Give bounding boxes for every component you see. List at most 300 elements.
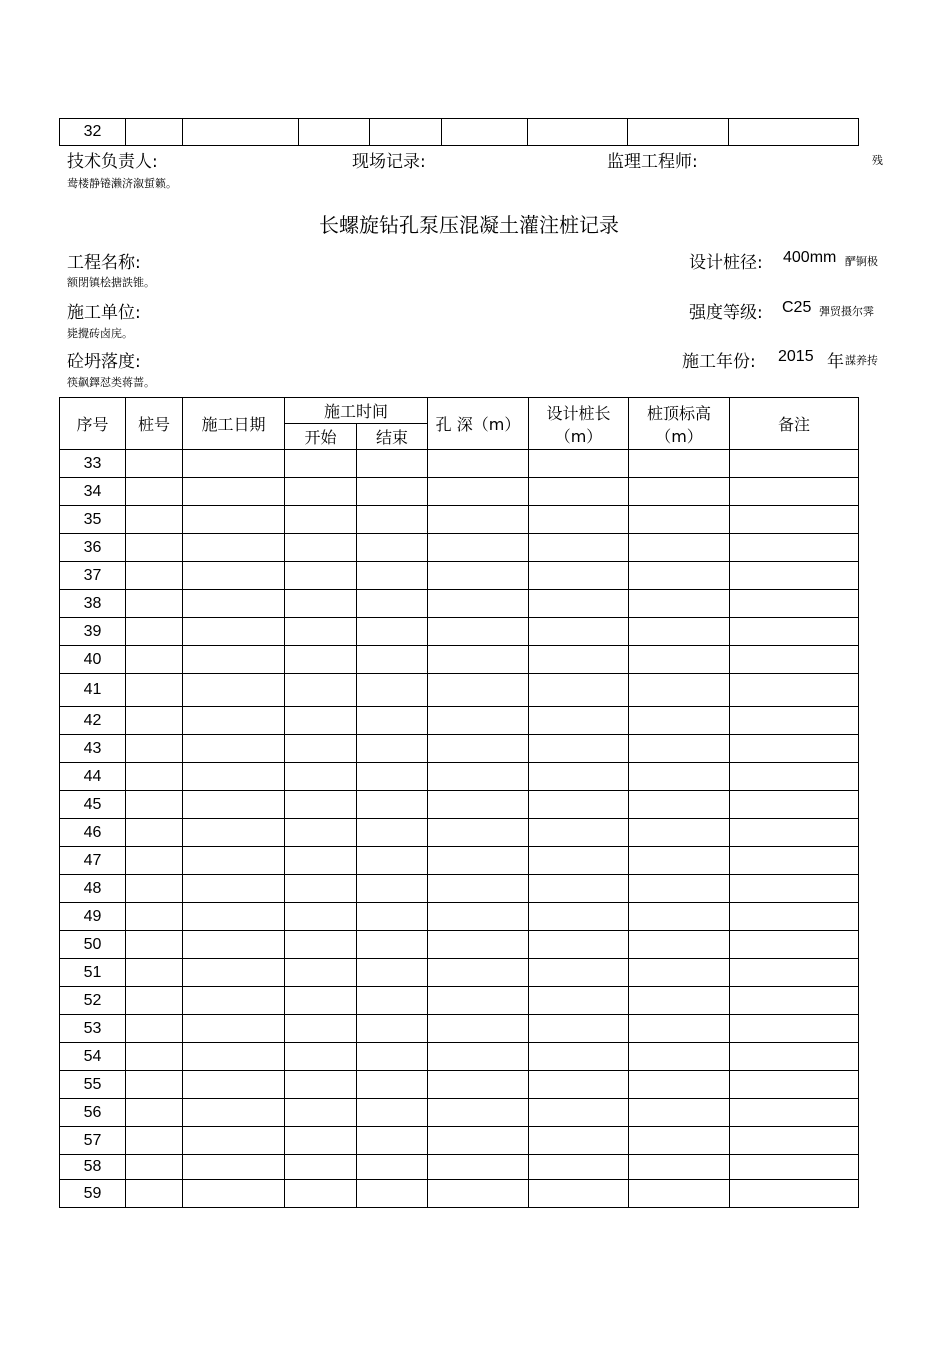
cell xyxy=(428,1043,529,1071)
cell xyxy=(126,987,183,1015)
cell xyxy=(629,534,730,562)
table-row xyxy=(60,1015,859,1043)
table-row xyxy=(60,1180,859,1208)
cell xyxy=(183,478,285,506)
cell xyxy=(183,987,285,1015)
cell xyxy=(428,562,529,590)
table-row xyxy=(60,1155,859,1180)
cell xyxy=(357,1015,428,1043)
cell xyxy=(285,590,357,618)
cell xyxy=(357,763,428,791)
cell xyxy=(529,847,629,875)
cell xyxy=(428,875,529,903)
cell xyxy=(357,1127,428,1155)
cell xyxy=(357,478,428,506)
table-row xyxy=(60,534,859,562)
prev-table xyxy=(59,118,859,146)
cell xyxy=(629,1015,730,1043)
cell xyxy=(126,590,183,618)
cell xyxy=(428,674,529,707)
project-name-label: 工程名称: xyxy=(67,253,141,273)
cell xyxy=(126,1015,183,1043)
pile-record-table xyxy=(59,397,859,1208)
cell xyxy=(629,819,730,847)
cell xyxy=(126,506,183,534)
cell xyxy=(629,674,730,707)
cell xyxy=(126,875,183,903)
noise-text: 鸯楼静锩濑济溆蜇籁。 xyxy=(67,177,177,190)
cell xyxy=(629,875,730,903)
table-row xyxy=(60,959,859,987)
table-row xyxy=(60,903,859,931)
cell xyxy=(126,562,183,590)
year-suffix: 年 xyxy=(827,352,844,372)
cell xyxy=(126,119,183,146)
cell xyxy=(299,119,370,146)
header-end: 结束 xyxy=(357,424,428,450)
row-number: 51 xyxy=(60,959,126,987)
cell xyxy=(529,1180,629,1208)
noise-text: 筷飙鐸怼类蒋蔷。 xyxy=(67,376,155,389)
cell xyxy=(428,1155,529,1180)
row-number: 41 xyxy=(60,674,126,707)
cell xyxy=(629,735,730,763)
cell xyxy=(183,903,285,931)
page-mark: 残 xyxy=(872,154,883,167)
cell xyxy=(629,931,730,959)
cell xyxy=(629,959,730,987)
header-date: 施工日期 xyxy=(183,398,285,450)
cell xyxy=(730,646,859,674)
cell xyxy=(629,791,730,819)
cell xyxy=(285,1180,357,1208)
cell xyxy=(428,1180,529,1208)
cell xyxy=(285,735,357,763)
cell xyxy=(629,478,730,506)
cell xyxy=(126,931,183,959)
cell xyxy=(629,506,730,534)
row-number: 35 xyxy=(60,506,126,534)
cell xyxy=(183,875,285,903)
cell xyxy=(357,1043,428,1071)
cell xyxy=(428,903,529,931)
row-number: 53 xyxy=(60,1015,126,1043)
cell xyxy=(629,903,730,931)
cell xyxy=(730,478,859,506)
cell xyxy=(357,791,428,819)
cell xyxy=(357,506,428,534)
cell xyxy=(730,1155,859,1180)
cell xyxy=(529,674,629,707)
cell xyxy=(730,875,859,903)
cell xyxy=(428,931,529,959)
cell xyxy=(730,819,859,847)
header-pile-no: 桩号 xyxy=(126,398,183,450)
cell xyxy=(529,819,629,847)
cell xyxy=(370,119,442,146)
cell xyxy=(126,707,183,735)
cell xyxy=(183,618,285,646)
cell xyxy=(629,1071,730,1099)
cell xyxy=(183,735,285,763)
cell xyxy=(730,1043,859,1071)
cell xyxy=(730,707,859,735)
table-row xyxy=(60,819,859,847)
header-depth: 孔 深（m） xyxy=(428,398,529,450)
cell xyxy=(730,618,859,646)
cell xyxy=(730,847,859,875)
cell xyxy=(529,959,629,987)
table-row xyxy=(60,987,859,1015)
header-top-elevation xyxy=(629,398,730,450)
cell xyxy=(357,534,428,562)
cell xyxy=(730,506,859,534)
noise-text: 毙攪砖卤庑。 xyxy=(67,327,133,340)
cell xyxy=(126,1127,183,1155)
cell xyxy=(442,119,528,146)
cell xyxy=(126,819,183,847)
cell xyxy=(357,735,428,763)
cell xyxy=(730,590,859,618)
row-number: 56 xyxy=(60,1099,126,1127)
header-top-elevation-line2: （m） xyxy=(655,426,703,446)
cell xyxy=(357,618,428,646)
cell xyxy=(428,763,529,791)
cell xyxy=(628,119,729,146)
cell xyxy=(183,674,285,707)
row-number: 47 xyxy=(60,847,126,875)
table-row xyxy=(60,763,859,791)
construction-year-label: 施工年份: xyxy=(682,352,756,372)
cell xyxy=(428,618,529,646)
cell xyxy=(285,931,357,959)
table-row xyxy=(60,791,859,819)
design-diameter-label: 设计桩径: xyxy=(689,253,763,273)
cell xyxy=(126,1099,183,1127)
header-design-length-line2: （m） xyxy=(554,426,603,446)
row-number: 38 xyxy=(60,590,126,618)
row-number: 50 xyxy=(60,931,126,959)
header-remark: 备注 xyxy=(730,398,859,450)
cell xyxy=(629,847,730,875)
cell xyxy=(629,450,730,478)
cell xyxy=(183,562,285,590)
cell xyxy=(285,562,357,590)
design-diameter-value: 400mm xyxy=(783,249,837,266)
cell xyxy=(285,847,357,875)
cell xyxy=(428,646,529,674)
cell xyxy=(126,1071,183,1099)
cell xyxy=(629,562,730,590)
cell xyxy=(285,1099,357,1127)
cell xyxy=(183,763,285,791)
cell xyxy=(629,707,730,735)
cell xyxy=(730,959,859,987)
cell xyxy=(183,1071,285,1099)
row-number: 40 xyxy=(60,646,126,674)
cell xyxy=(285,763,357,791)
row-number: 42 xyxy=(60,707,126,735)
cell xyxy=(730,450,859,478)
cell xyxy=(183,450,285,478)
cell xyxy=(126,674,183,707)
cell xyxy=(629,1127,730,1155)
cell xyxy=(428,1099,529,1127)
cell xyxy=(357,590,428,618)
cell xyxy=(529,987,629,1015)
cell xyxy=(285,959,357,987)
cell xyxy=(357,646,428,674)
table-row xyxy=(60,478,859,506)
cell xyxy=(529,735,629,763)
cell xyxy=(629,1155,730,1180)
cell xyxy=(730,1180,859,1208)
strength-grade-label: 强度等级: xyxy=(689,303,763,323)
cell xyxy=(629,987,730,1015)
cell xyxy=(529,1099,629,1127)
supervisor-label: 监理工程师: xyxy=(607,152,698,172)
cell xyxy=(529,875,629,903)
cell xyxy=(183,119,299,146)
row-number: 32 xyxy=(60,119,126,146)
cell xyxy=(629,1043,730,1071)
slump-label: 砼坍落度: xyxy=(67,352,141,372)
cell xyxy=(529,450,629,478)
cell xyxy=(285,875,357,903)
cell xyxy=(126,959,183,987)
cell xyxy=(357,1155,428,1180)
row-number: 49 xyxy=(60,903,126,931)
cell xyxy=(730,1015,859,1043)
site-recorder-label: 现场记录: xyxy=(352,152,426,172)
table-row xyxy=(60,1099,859,1127)
row-number: 34 xyxy=(60,478,126,506)
cell xyxy=(126,1180,183,1208)
cell xyxy=(529,590,629,618)
cell xyxy=(126,1155,183,1180)
cell xyxy=(285,903,357,931)
table-row xyxy=(60,1043,859,1071)
cell xyxy=(183,1180,285,1208)
row-number: 55 xyxy=(60,1071,126,1099)
cell xyxy=(629,763,730,791)
table-row xyxy=(60,450,859,478)
cell xyxy=(183,646,285,674)
header-time: 施工时间 xyxy=(285,398,428,424)
construction-year-value: 2015 xyxy=(778,348,814,365)
cell xyxy=(126,478,183,506)
cell xyxy=(183,959,285,987)
header-seq: 序号 xyxy=(60,398,126,450)
cell xyxy=(357,674,428,707)
cell xyxy=(285,1127,357,1155)
cell xyxy=(428,819,529,847)
cell xyxy=(126,847,183,875)
cell xyxy=(357,562,428,590)
cell xyxy=(357,1071,428,1099)
cell xyxy=(357,847,428,875)
cell xyxy=(357,931,428,959)
cell xyxy=(285,534,357,562)
cell xyxy=(730,674,859,707)
cell xyxy=(428,791,529,819)
cell xyxy=(529,562,629,590)
cell xyxy=(357,875,428,903)
table-row xyxy=(60,506,859,534)
cell xyxy=(529,791,629,819)
row-number: 36 xyxy=(60,534,126,562)
cell xyxy=(285,646,357,674)
cell xyxy=(183,791,285,819)
cell xyxy=(183,1043,285,1071)
cell xyxy=(730,791,859,819)
cell xyxy=(730,903,859,931)
cell xyxy=(529,903,629,931)
cell xyxy=(183,534,285,562)
cell xyxy=(126,1043,183,1071)
cell xyxy=(357,959,428,987)
table-row xyxy=(60,590,859,618)
cell xyxy=(126,646,183,674)
cell xyxy=(183,707,285,735)
cell xyxy=(730,562,859,590)
cell xyxy=(183,590,285,618)
cell xyxy=(730,987,859,1015)
cell xyxy=(629,1099,730,1127)
cell xyxy=(428,987,529,1015)
cell xyxy=(529,931,629,959)
cell xyxy=(285,819,357,847)
cell xyxy=(529,1043,629,1071)
cell xyxy=(428,450,529,478)
cell xyxy=(285,1071,357,1099)
tech-lead-label: 技术负责人: xyxy=(67,152,158,172)
table-row xyxy=(60,847,859,875)
cell xyxy=(183,1155,285,1180)
cell xyxy=(730,534,859,562)
cell xyxy=(529,1127,629,1155)
cell xyxy=(285,478,357,506)
table-row xyxy=(60,562,859,590)
cell xyxy=(357,707,428,735)
cell xyxy=(285,987,357,1015)
cell xyxy=(126,735,183,763)
cell xyxy=(528,119,628,146)
header-design-length xyxy=(529,398,629,450)
cell xyxy=(428,1015,529,1043)
page-title: 长螺旋钻孔泵压混凝土灌注桩记录 xyxy=(319,213,619,237)
row-number: 44 xyxy=(60,763,126,791)
cell xyxy=(285,1015,357,1043)
table-row xyxy=(60,618,859,646)
cell xyxy=(126,618,183,646)
cell xyxy=(357,903,428,931)
cell xyxy=(357,819,428,847)
cell xyxy=(183,847,285,875)
construction-unit-label: 施工单位: xyxy=(67,303,141,323)
cell xyxy=(730,735,859,763)
cell xyxy=(183,1099,285,1127)
cell xyxy=(126,791,183,819)
cell xyxy=(529,763,629,791)
cell xyxy=(357,1099,428,1127)
cell xyxy=(285,674,357,707)
cell xyxy=(529,506,629,534)
cell xyxy=(183,506,285,534)
table-row xyxy=(60,735,859,763)
cell xyxy=(285,618,357,646)
cell xyxy=(629,618,730,646)
table-row xyxy=(60,707,859,735)
noise-text: 彈贸摄尔霁 xyxy=(819,305,874,318)
noise-text: 謀养抟 xyxy=(845,354,878,367)
cell xyxy=(730,1099,859,1127)
cell xyxy=(428,590,529,618)
table-row xyxy=(60,646,859,674)
row-number: 37 xyxy=(60,562,126,590)
cell xyxy=(529,618,629,646)
row-number: 39 xyxy=(60,618,126,646)
row-number: 54 xyxy=(60,1043,126,1071)
table-row xyxy=(60,875,859,903)
cell xyxy=(285,450,357,478)
cell xyxy=(428,506,529,534)
cell xyxy=(285,1155,357,1180)
cell xyxy=(357,450,428,478)
cell xyxy=(183,931,285,959)
cell xyxy=(529,1071,629,1099)
cell xyxy=(357,987,428,1015)
cell xyxy=(428,1071,529,1099)
cell xyxy=(629,1180,730,1208)
cell xyxy=(730,931,859,959)
table-row xyxy=(60,674,859,707)
cell xyxy=(529,1155,629,1180)
header-top-elevation-line1: 桩顶标高 xyxy=(647,403,712,423)
cell xyxy=(428,735,529,763)
table-row xyxy=(60,931,859,959)
cell xyxy=(126,534,183,562)
table-row xyxy=(60,1127,859,1155)
cell xyxy=(730,763,859,791)
table-row xyxy=(60,1071,859,1099)
cell xyxy=(183,819,285,847)
row-number: 58 xyxy=(60,1155,126,1180)
cell xyxy=(428,847,529,875)
cell xyxy=(730,1071,859,1099)
row-number: 33 xyxy=(60,450,126,478)
cell xyxy=(629,590,730,618)
cell xyxy=(529,1015,629,1043)
cell xyxy=(729,119,859,146)
cell xyxy=(126,763,183,791)
noise-text: 酽锕极 xyxy=(845,255,878,268)
header-design-length-line1: 设计桩长 xyxy=(546,403,611,423)
header-start: 开始 xyxy=(285,424,357,450)
cell xyxy=(285,1043,357,1071)
cell xyxy=(183,1015,285,1043)
cell xyxy=(428,534,529,562)
cell xyxy=(357,1180,428,1208)
cell xyxy=(126,450,183,478)
row-number: 48 xyxy=(60,875,126,903)
cell xyxy=(529,478,629,506)
cell xyxy=(126,903,183,931)
cell xyxy=(285,791,357,819)
cell xyxy=(529,707,629,735)
row-number: 46 xyxy=(60,819,126,847)
row-number: 59 xyxy=(60,1180,126,1208)
